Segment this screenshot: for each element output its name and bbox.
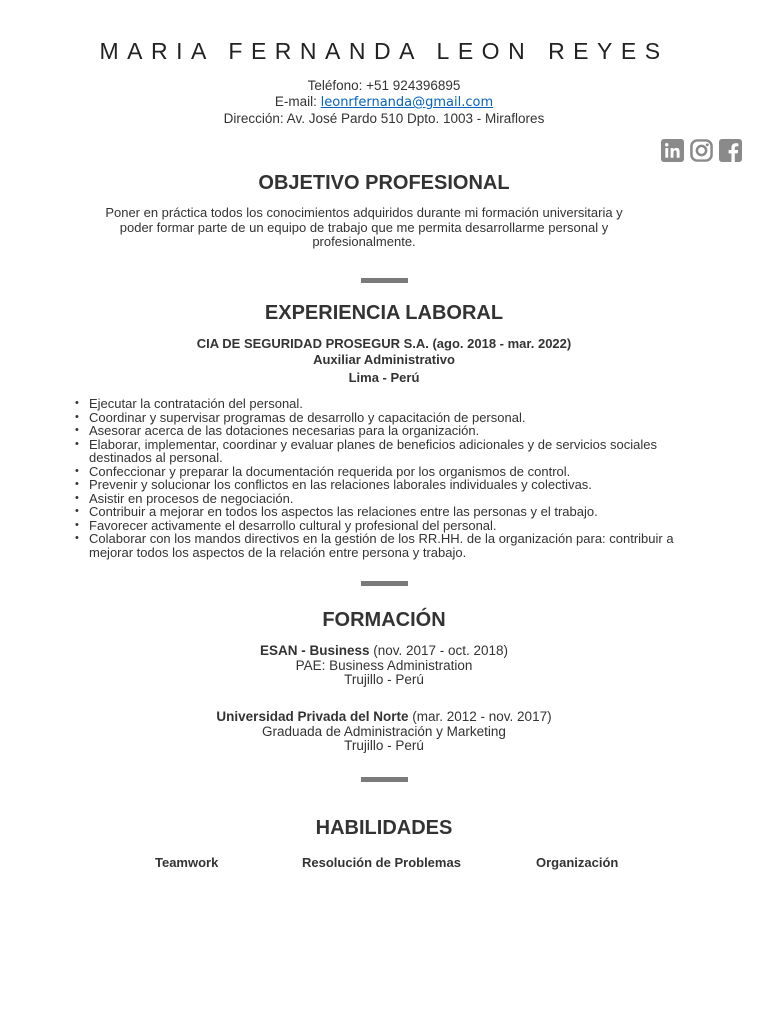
email-link[interactable]: leonrfernanda@gmail.com [320,95,494,110]
institution: ESAN - Business [259,643,370,658]
education-location: Trujillo - Perú [344,672,424,687]
list-item: • Confeccionar y preparar la documentación requerida por los organismos de control. [88,465,688,479]
skill-item: Teamwork [155,855,219,870]
list-item: • Prevenir y solucionar los conflictos en las relaciones laborales individuales y colectivas. [88,478,688,492]
experience-heading: EXPERIENCIA LABORAL [264,302,504,324]
education-dates: (nov. 2017 - oct. 2018) [369,643,509,658]
social-links [661,139,742,162]
section-divider [361,581,408,586]
section-divider [361,278,408,283]
skill-item: Organización [536,855,619,870]
list-item: • Asistir en procesos de negociación. [88,492,688,506]
objective-text: Poner en práctica todos los conocimientos adquiridos durante mi formación universitaria y poder formar parte de un equipo de trabajo que me permita desarrollarme personal y profesionalmente. [105,205,623,249]
education-title-line [0,710,768,725]
list-item: • Contribuir a mejorar en todos los aspectos las relaciones entre las personas y el trabajo. [88,505,688,519]
skill-item: Resolución de Problemas [302,855,461,870]
duties-list [88,397,688,559]
job-header [0,336,768,386]
education-entry [0,644,768,688]
list-item: • Asesorar acerca de las dotaciones necesarias para la organización. [88,424,688,438]
contact-block [0,78,768,127]
list-item: • Colaborar con los mandos directivos en la gestión de los RR.HH. de la organización para: contribuir a mejorar todos los aspectos de la relación entre persona y trabajo. [88,532,688,559]
job-location: Lima - Perú [348,370,420,385]
section-divider [361,777,408,782]
list-item: • Elaborar, implementar, coordinar y evaluar planes de beneficios adicionales y de servicios sociales destinados al personal. [88,438,688,465]
email-line [0,94,768,111]
institution: Universidad Privada del Norte [216,709,409,724]
education-heading: FORMACIÓN [322,609,446,631]
education-program: Graduada de Administración y Marketing [262,723,506,739]
skills-heading: HABILIDADES [315,817,453,839]
education-dates: (mar. 2012 - nov. 2017) [408,709,552,724]
job-position: Auxiliar Administrativo [313,352,455,367]
education-title-line [0,644,768,659]
address-line: Dirección: Av. José Pardo 510 Dpto. 1003 - Miraflores [223,111,545,126]
education-program: PAE: Business Administration [295,657,473,673]
instagram-icon[interactable] [690,139,713,162]
list-item: • Coordinar y supervisar programas de desarrollo y capacitación de personal. [88,411,688,425]
education-location: Trujillo - Perú [344,738,424,753]
objective-heading: OBJETIVO PROFESIONAL [258,172,510,194]
list-item: • Ejecutar la contratación del personal. [88,397,688,411]
list-item: • Favorecer activamente el desarrollo cultural y profesional del personal. [88,519,688,533]
company-line: CIA DE SEGURIDAD PROSEGUR S.A. (ago. 2018 - mar. 2022) [196,336,572,351]
candidate-name: MARIA FERNANDA LEON REYES [99,38,669,64]
facebook-icon[interactable] [719,139,742,162]
phone-line: Teléfono: +51 924396895 [307,78,461,93]
email-label: E-mail: [274,94,321,109]
linkedin-icon[interactable] [661,139,684,162]
education-entry [0,710,768,754]
